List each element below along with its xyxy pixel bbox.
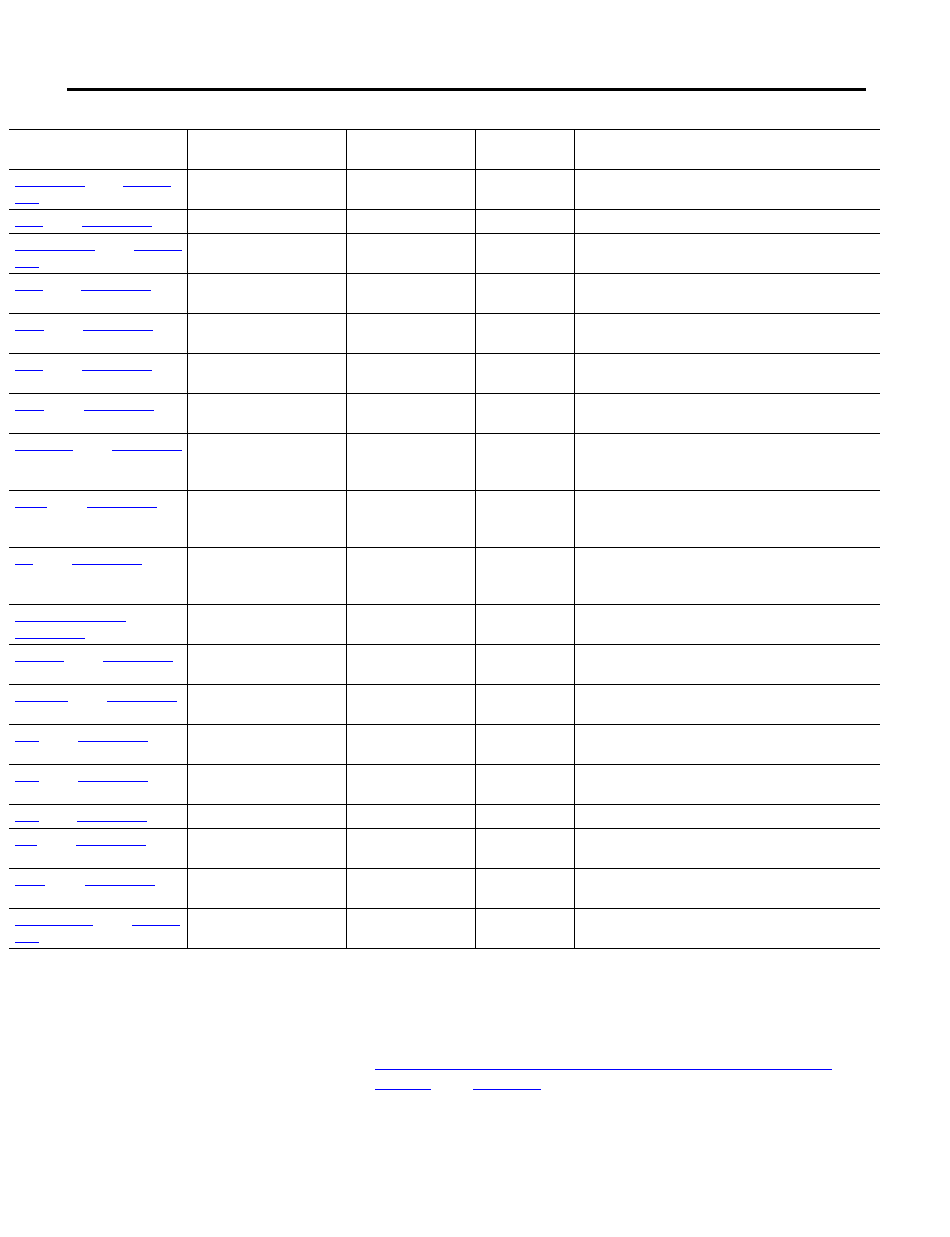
table-cell bbox=[575, 548, 880, 605]
table-cell bbox=[188, 725, 347, 765]
table-row bbox=[9, 765, 880, 805]
table-cell bbox=[9, 765, 188, 805]
table-cell bbox=[9, 170, 188, 210]
table-cell bbox=[188, 354, 347, 394]
table-cell bbox=[347, 805, 476, 829]
table-cell bbox=[475, 170, 574, 210]
table-cell bbox=[188, 548, 347, 605]
table-cell bbox=[475, 829, 574, 869]
table-cell bbox=[575, 869, 880, 909]
table-row bbox=[9, 394, 880, 434]
table-cell bbox=[475, 314, 574, 354]
cell-link[interactable] bbox=[103, 661, 173, 662]
table-header-row bbox=[9, 130, 880, 170]
table-cell bbox=[9, 725, 188, 765]
table-cell bbox=[188, 234, 347, 274]
table-cell bbox=[9, 805, 188, 829]
table-cell bbox=[9, 605, 188, 645]
table-cell bbox=[347, 765, 476, 805]
table-cell bbox=[575, 685, 880, 725]
table-cell bbox=[475, 605, 574, 645]
cell-link[interactable] bbox=[87, 507, 157, 508]
table-cell bbox=[475, 645, 574, 685]
table-cell bbox=[9, 314, 188, 354]
table-cell bbox=[188, 805, 347, 829]
table-cell bbox=[9, 234, 188, 274]
table-cell bbox=[347, 909, 476, 949]
table-cell bbox=[575, 210, 880, 234]
table-cell bbox=[475, 725, 574, 765]
cell-link[interactable] bbox=[15, 845, 37, 846]
table-row bbox=[9, 210, 880, 234]
table-cell bbox=[347, 685, 476, 725]
cell-link[interactable] bbox=[72, 564, 142, 565]
cell-link[interactable] bbox=[15, 203, 39, 204]
table-row bbox=[9, 725, 880, 765]
table-cell bbox=[475, 685, 574, 725]
table-cell bbox=[475, 548, 574, 605]
cell-link[interactable] bbox=[15, 885, 45, 886]
table-cell bbox=[475, 234, 574, 274]
table-cell bbox=[475, 434, 574, 491]
footer-link[interactable] bbox=[375, 1089, 431, 1090]
table-cell bbox=[188, 685, 347, 725]
footer-link[interactable] bbox=[375, 1069, 832, 1070]
table-row bbox=[9, 909, 880, 949]
cell-link[interactable] bbox=[81, 290, 151, 291]
table-cell bbox=[475, 394, 574, 434]
table-row bbox=[9, 274, 880, 314]
cell-link[interactable] bbox=[15, 942, 39, 943]
cell-link[interactable] bbox=[82, 370, 152, 371]
table-cell bbox=[475, 805, 574, 829]
cell-link[interactable] bbox=[82, 226, 152, 227]
table-cell bbox=[188, 909, 347, 949]
table-cell bbox=[475, 869, 574, 909]
table-cell bbox=[188, 394, 347, 434]
table-cell bbox=[575, 725, 880, 765]
table-cell bbox=[575, 829, 880, 869]
table-cell bbox=[347, 354, 476, 394]
table-cell bbox=[575, 605, 880, 645]
cell-link[interactable] bbox=[15, 290, 43, 291]
column-header bbox=[188, 130, 347, 170]
cell-link[interactable] bbox=[107, 701, 177, 702]
table-cell bbox=[347, 234, 476, 274]
table-row bbox=[9, 234, 880, 274]
cell-link[interactable] bbox=[15, 621, 126, 622]
table-cell bbox=[347, 274, 476, 314]
table-row bbox=[9, 354, 880, 394]
table-row bbox=[9, 829, 880, 869]
data-table bbox=[9, 129, 880, 949]
table-cell bbox=[575, 314, 880, 354]
cell-link[interactable] bbox=[78, 741, 148, 742]
table-cell bbox=[575, 491, 880, 548]
table-cell bbox=[9, 548, 188, 605]
footer-link[interactable] bbox=[473, 1089, 541, 1090]
table-cell bbox=[188, 605, 347, 645]
cell-link[interactable] bbox=[15, 507, 47, 508]
cell-link[interactable] bbox=[15, 564, 33, 565]
cell-link[interactable] bbox=[15, 821, 39, 822]
cell-link[interactable] bbox=[76, 845, 146, 846]
table-cell bbox=[347, 434, 476, 491]
cell-link[interactable] bbox=[15, 250, 95, 251]
cell-link[interactable] bbox=[78, 781, 148, 782]
table-cell bbox=[347, 314, 476, 354]
table-cell bbox=[347, 645, 476, 685]
column-header bbox=[347, 130, 476, 170]
cell-link[interactable] bbox=[15, 741, 39, 742]
table-row bbox=[9, 869, 880, 909]
table-cell bbox=[188, 829, 347, 869]
table-row bbox=[9, 548, 880, 605]
table-cell bbox=[347, 170, 476, 210]
table-cell bbox=[347, 869, 476, 909]
table-row bbox=[9, 685, 880, 725]
cell-link[interactable] bbox=[15, 638, 85, 639]
cell-link[interactable] bbox=[15, 925, 93, 926]
cell-link[interactable] bbox=[15, 661, 64, 662]
cell-link[interactable] bbox=[85, 885, 155, 886]
table-row bbox=[9, 605, 880, 645]
table-cell bbox=[575, 274, 880, 314]
table-cell bbox=[9, 645, 188, 685]
cell-link[interactable] bbox=[134, 250, 182, 251]
table-cell bbox=[475, 274, 574, 314]
table-cell bbox=[347, 829, 476, 869]
table-cell bbox=[475, 909, 574, 949]
table-cell bbox=[575, 909, 880, 949]
table-cell bbox=[188, 765, 347, 805]
table-cell bbox=[9, 354, 188, 394]
column-header bbox=[575, 130, 880, 170]
table-cell bbox=[575, 765, 880, 805]
table-row bbox=[9, 314, 880, 354]
table-cell bbox=[475, 491, 574, 548]
table-cell bbox=[188, 491, 347, 548]
cell-link[interactable] bbox=[15, 330, 44, 331]
cell-link[interactable] bbox=[15, 370, 43, 371]
table-cell bbox=[347, 394, 476, 434]
table-cell bbox=[347, 210, 476, 234]
table-cell bbox=[9, 685, 188, 725]
table-cell bbox=[188, 170, 347, 210]
table-cell bbox=[9, 274, 188, 314]
cell-link[interactable] bbox=[15, 410, 44, 411]
cell-link[interactable] bbox=[15, 186, 85, 187]
cell-link[interactable] bbox=[15, 267, 39, 268]
cell-link[interactable] bbox=[15, 450, 73, 451]
table-cell bbox=[188, 869, 347, 909]
table-row bbox=[9, 645, 880, 685]
table-row bbox=[9, 170, 880, 210]
table-cell bbox=[575, 170, 880, 210]
table-cell bbox=[9, 210, 188, 234]
cell-link[interactable] bbox=[15, 701, 68, 702]
table-cell bbox=[9, 434, 188, 491]
table-cell bbox=[575, 234, 880, 274]
table-cell bbox=[575, 354, 880, 394]
cell-link[interactable] bbox=[132, 925, 180, 926]
table-cell bbox=[9, 869, 188, 909]
table-cell bbox=[188, 434, 347, 491]
table-cell bbox=[347, 548, 476, 605]
table-cell bbox=[575, 805, 880, 829]
table-cell bbox=[575, 394, 880, 434]
cell-link[interactable] bbox=[112, 450, 182, 451]
table-cell bbox=[475, 210, 574, 234]
table-cell bbox=[188, 645, 347, 685]
table-cell bbox=[9, 394, 188, 434]
table-cell bbox=[347, 725, 476, 765]
table-cell bbox=[347, 605, 476, 645]
table-cell bbox=[347, 491, 476, 548]
cell-link[interactable] bbox=[83, 330, 153, 331]
column-header bbox=[9, 130, 188, 170]
table-row bbox=[9, 805, 880, 829]
table-cell bbox=[9, 829, 188, 869]
table-cell bbox=[9, 491, 188, 548]
cell-link[interactable] bbox=[123, 186, 171, 187]
table-cell bbox=[575, 645, 880, 685]
table-cell bbox=[188, 210, 347, 234]
cell-link[interactable] bbox=[15, 781, 39, 782]
column-header bbox=[475, 130, 574, 170]
table-cell bbox=[475, 354, 574, 394]
table-cell bbox=[188, 274, 347, 314]
cell-link[interactable] bbox=[77, 821, 147, 822]
table-cell bbox=[188, 314, 347, 354]
table-cell bbox=[575, 434, 880, 491]
cell-link[interactable] bbox=[84, 410, 154, 411]
header-rule bbox=[67, 88, 866, 91]
table-row bbox=[9, 491, 880, 548]
table-row bbox=[9, 434, 880, 491]
table-cell bbox=[475, 765, 574, 805]
table-cell bbox=[9, 909, 188, 949]
cell-link[interactable] bbox=[15, 226, 43, 227]
